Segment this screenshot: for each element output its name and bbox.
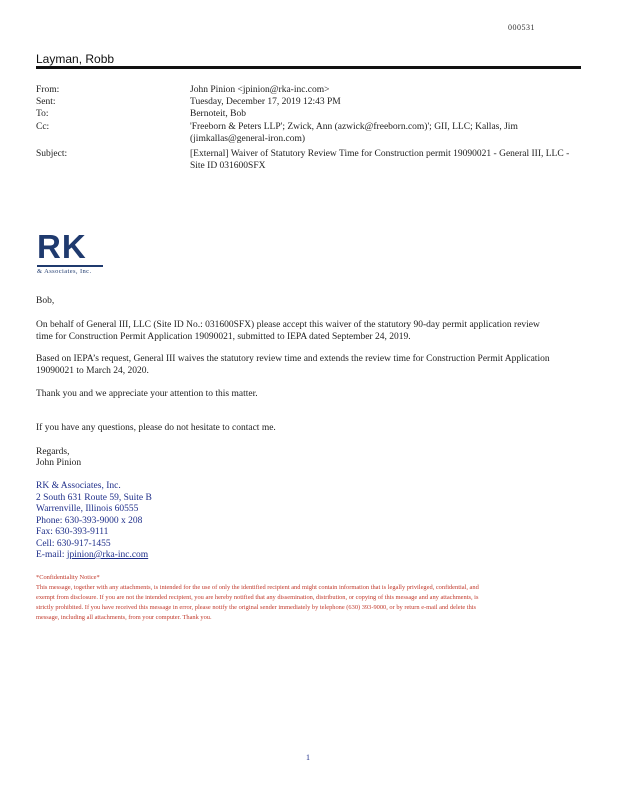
logo-underline	[37, 265, 103, 267]
signature-email-link[interactable]: jpinion@rka-inc.com	[66, 550, 149, 560]
signature-cell: Cell: 630-917-1455	[36, 538, 111, 549]
confidentiality-notice	[36, 573, 486, 623]
signature-email-label: E-mail:	[36, 550, 65, 560]
mailbox-owner: Layman, Robb	[36, 52, 115, 66]
logo-letters: RK	[37, 228, 87, 265]
email-closing: Regards,	[36, 447, 70, 457]
email-paragraph-4: If you have any questions, please do not hesitate to contact me.	[36, 423, 276, 433]
email-greeting: Bob,	[36, 296, 55, 306]
email-paragraph-1: On behalf of General III, LLC (Site ID No.: 031600SFX) please accept this waiver of the statutory 90-day permit application review time for Construction Permit Application 19090021, submitted to IEPA dated September 24, 2019.	[36, 320, 540, 342]
email-signature	[36, 481, 152, 562]
email-sender-name: John Pinion	[36, 458, 82, 468]
from-value: John Pinion <jpinion@rka-inc.com>	[190, 85, 330, 95]
to-value: Bernoteit, Bob	[190, 109, 246, 119]
header-divider	[36, 66, 581, 69]
confidentiality-title: *Confidentiality Notice*	[36, 574, 100, 581]
footer-page-number: 1	[306, 753, 310, 762]
signature-phone: Phone: 630-393-9000 x 208	[36, 515, 143, 526]
signature-address-line-2: Warrenville, Illinois 60555	[36, 504, 139, 514]
subject-label: Subject:	[36, 149, 68, 159]
cc-value: 'Freeborn & Peters LLP'; Zwick, Ann (azwick@freeborn.com)'; GII, LLC; Kallas, Jim (jimkallas@general-iron.com)	[190, 122, 518, 144]
email-paragraph-2: Based on IEPA’s request, General III waives the statutory review time and extends the review time for Construction Permit Application 19090021 to March 24, 2020.	[36, 354, 550, 376]
signature-email-row	[36, 550, 152, 562]
signature-company: RK & Associates, Inc.	[36, 481, 121, 491]
confidentiality-text: This message, together with any attachments, is intended for the use of only the identified recipient and might contain information that is legally privileged, confidential, and exempt from disclosure. If you are not the intended recipient, you are hereby notified that any dissemination, distribution, or copying of this message and any attachments, is strictly prohibited. If you have received this message in error, please notify the original sender immediately by telephone (630) 393-9000, or by return e-mail and delete this message, including all attachments, from your computer. Thank you.	[36, 584, 479, 621]
to-label: To:	[36, 109, 49, 119]
from-label: From:	[36, 85, 60, 95]
signature-fax: Fax: 630-393-9111	[36, 527, 109, 537]
sent-label: Sent:	[36, 97, 56, 107]
cc-label: Cc:	[36, 122, 50, 132]
sent-value: Tuesday, December 17, 2019 12:43 PM	[190, 97, 341, 107]
document-page-number: 000531	[508, 23, 535, 32]
rk-associates-logo	[37, 230, 105, 278]
email-paragraph-3: Thank you and we appreciate your attention to this matter.	[36, 389, 258, 399]
signature-address-line-1: 2 South 631 Route 59, Suite B	[36, 492, 152, 503]
subject-value: [External] Waiver of Statutory Review Time for Construction permit 19090021 - General III, LLC - Site ID 031600SFX	[190, 149, 570, 171]
logo-subtitle: & Associates, Inc.	[37, 268, 92, 275]
